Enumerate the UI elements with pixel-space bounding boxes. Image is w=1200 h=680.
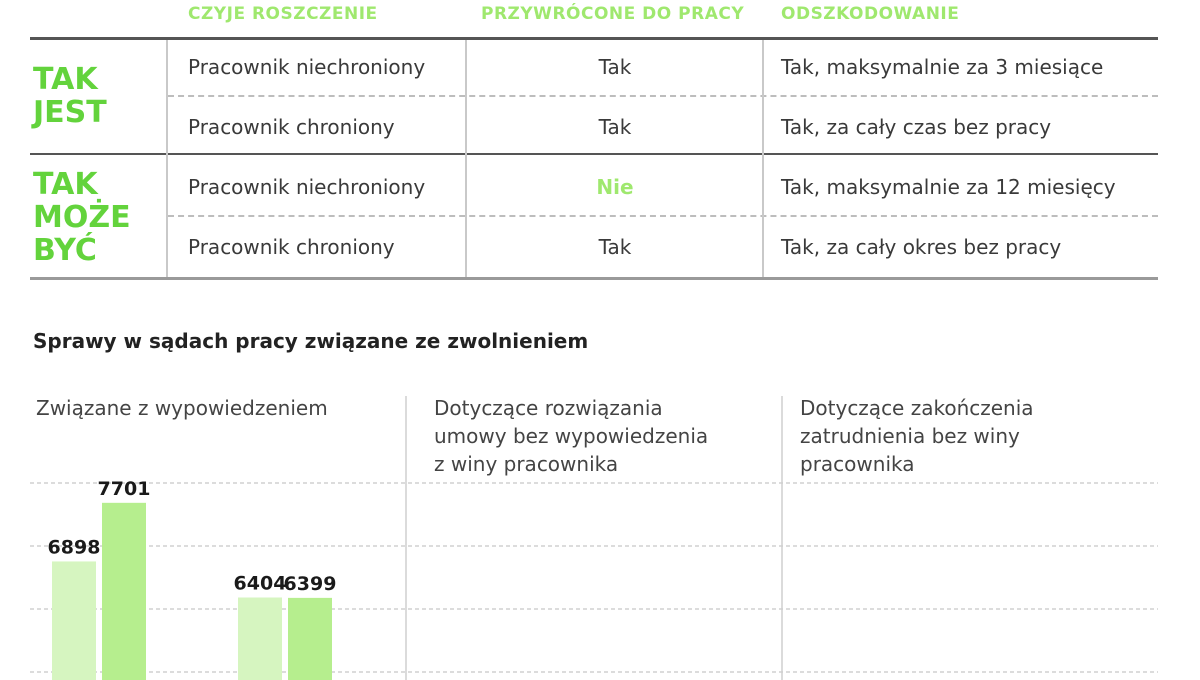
bar-value-label: 6898: [47, 536, 101, 559]
panel-title-line: Dotyczące zakończenia: [800, 396, 1034, 420]
cell-restored: Tak: [598, 115, 632, 139]
group-label-line: JEST: [33, 95, 107, 130]
cell-claimant: Pracownik chroniony: [188, 235, 395, 259]
bar-value-label: 6399: [283, 572, 337, 595]
bar-value-label: 7701: [97, 477, 151, 500]
cell-claimant: Pracownik chroniony: [188, 115, 395, 139]
cell-restored: Tak: [598, 55, 632, 79]
panel-title-line: z winy pracownika: [434, 452, 619, 476]
panel-title-line: Dotyczące rozwiązania: [434, 396, 663, 420]
bar: [102, 503, 146, 680]
header-restored: PRZYWRÓCONE DO PRACY: [481, 4, 745, 24]
cell-compensation: Tak, za cały czas bez pracy: [781, 115, 1052, 139]
section-title: Sprawy w sądach pracy związane ze zwolnieniem: [33, 329, 589, 353]
cell-restored: Tak: [598, 235, 632, 259]
bar: [238, 598, 282, 680]
header-compensation: ODSZKODOWANIE: [781, 4, 960, 24]
panel-title-no-fault: [800, 394, 1034, 478]
panel-title-line: zatrudnienia bez winy: [800, 424, 1020, 448]
panel-title-notice: [36, 394, 328, 422]
cell-compensation: Tak, maksymalnie za 3 miesiące: [781, 55, 1104, 79]
cell-claimant: Pracownik niechroniony: [188, 55, 426, 79]
group-label-line: MOŻE: [33, 200, 131, 235]
cell-restored-highlight: Nie: [596, 175, 634, 199]
group-label-line: TAK: [33, 167, 98, 202]
bar-value-label: 6404: [233, 572, 287, 595]
panel-title-line: pracownika: [800, 452, 915, 476]
panel-title-line: Związane z wypowiedzeniem: [36, 396, 328, 420]
cell-compensation: Tak, za cały okres bez pracy: [781, 235, 1062, 259]
header-claimant: CZYJE ROSZCZENIE: [188, 4, 378, 24]
bar: [52, 561, 96, 680]
bar: [288, 598, 332, 680]
group-label-line: TAK: [33, 62, 98, 97]
cell-claimant: Pracownik niechroniony: [188, 175, 426, 199]
panel-title-line: umowy bez wypowiedzenia: [434, 424, 709, 448]
cell-compensation: Tak, maksymalnie za 12 miesięcy: [781, 175, 1116, 199]
panel-title-no-notice: [434, 394, 708, 478]
group-label-line: BYĆ: [33, 233, 97, 268]
